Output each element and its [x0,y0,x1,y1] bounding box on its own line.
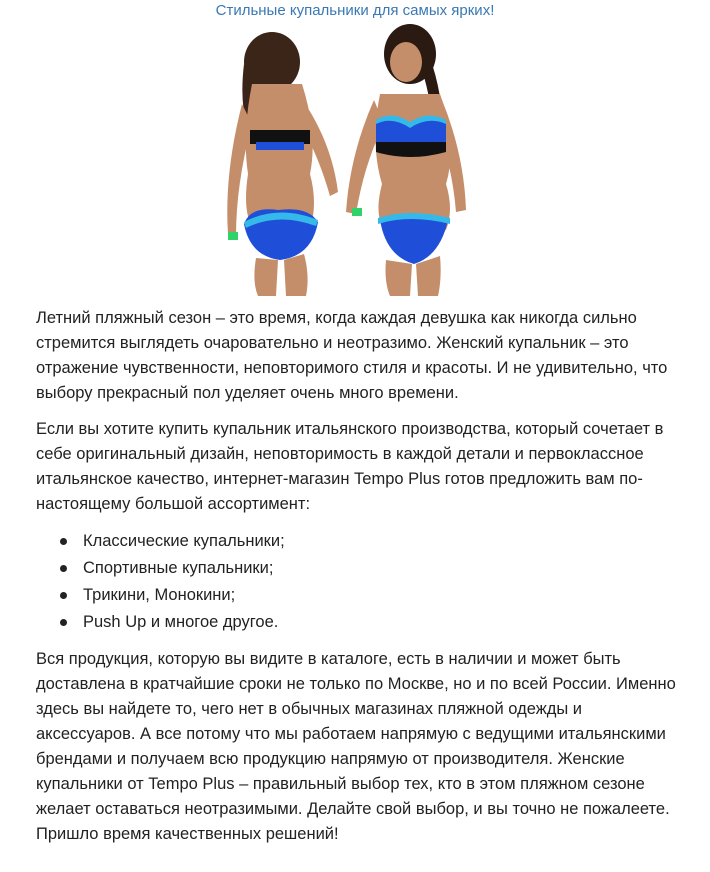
left-model [227,32,338,296]
bullet-icon [60,592,67,599]
list-item: Классические купальники; [36,528,686,555]
list-item: Push Up и многое другое. [36,609,686,636]
swimsuit-models-photo [214,24,496,296]
bullet-icon [60,619,67,626]
offer-paragraph: Если вы хотите купить купальник итальянского производства, который сочетает в себе оригинальный дизайн, неповторимость в каждой детали и первоклассное итальянское качество, интернет-магазин Tempo Plus готов предложить вам по-настоящему большой ассортимент: [36,420,664,513]
assortment-list [36,528,686,636]
intro-paragraph: Летний пляжный сезон – это время, когда каждая девушка как никогда сильно стремится выглядеть очаровательно и неотразимо. Женский купальник – это отражение чувственности, неповторимого стиля и красоты. И не удивительно, что выбору прекрасный пол уделяет очень много времени. [36,309,668,402]
delivery-paragraph: Вся продукция, которую вы видите в каталоге, есть в наличии и может быть доставлена в кратчайшие сроки не только по Москве, но и по всей России. Именно здесь вы найдете то, чего нет в обычных магазинах пляжной одежды и аксессуаров. А все потому что мы работаем напрямую с ведущими итальянскими брендами и получаем всю продукцию напрямую от производителя. Женские купальники от Tempo Plus – правильный выбор тех, кто в этом пляжном сезоне желает оставаться неотразимыми. Делайте свой выбор, и вы точно не пожалеете. Пришло время качественных решений! [36,650,676,843]
page-title: Стильные купальники для самых ярких! [215,2,495,19]
article-body [36,306,686,858]
list-item: Трикини, Монокини; [36,582,686,609]
list-item: Спортивные купальники; [36,555,686,582]
bullet-icon [60,538,67,545]
right-model [346,24,466,296]
bullet-icon [60,565,67,572]
